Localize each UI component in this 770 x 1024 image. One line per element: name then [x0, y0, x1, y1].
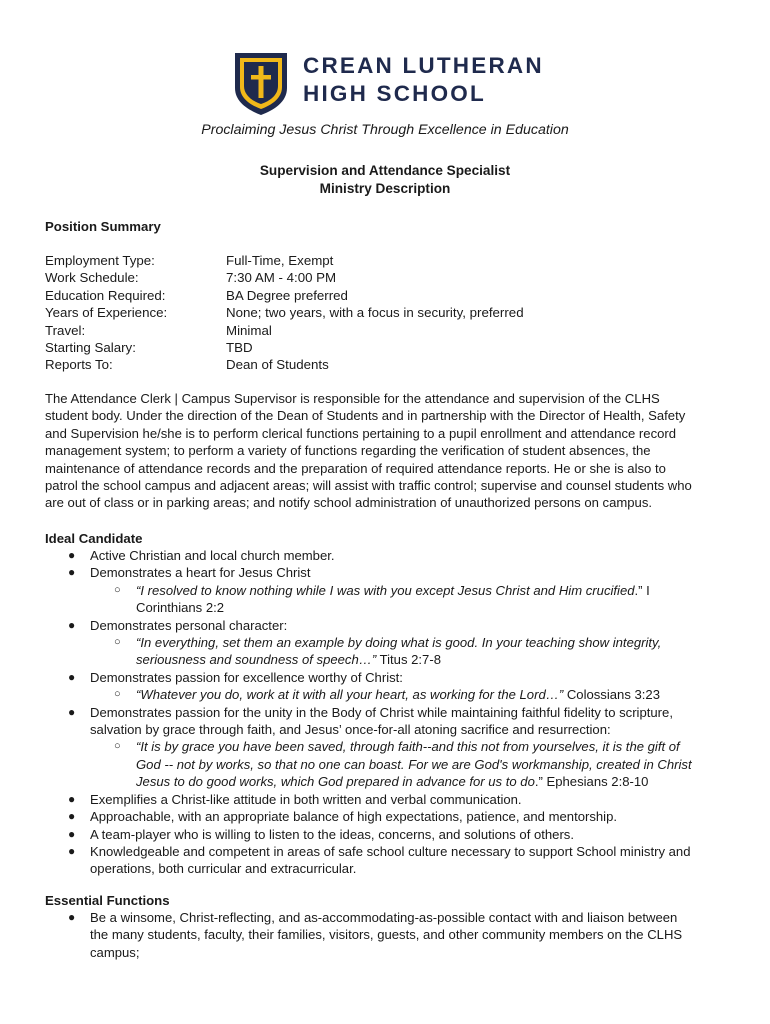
description-paragraph: [45, 390, 725, 512]
scripture-reference: Titus 2:7-8: [376, 652, 441, 668]
position-summary-heading: Position Summary: [45, 219, 161, 234]
sub-list-item: [45, 686, 735, 703]
list-item: [45, 843, 735, 878]
bullet: ●: [68, 791, 76, 806]
list-item-text: Demonstrates a heart for Jesus Christ: [90, 565, 311, 581]
circle-bullet: ○: [114, 583, 121, 596]
essential-functions-heading: Essential Functions: [45, 893, 170, 908]
scripture-quote: “It is by grace you have been saved, through faith--and this not from yourselves, it is the gift of: [136, 739, 680, 755]
list-item-text: Active Christian and local church member.: [90, 548, 335, 563]
summary-row: [45, 304, 524, 321]
document-title: Supervision and Attendance Specialist: [259, 163, 511, 178]
summary-value: TBD: [226, 339, 253, 355]
list-item: [45, 791, 735, 808]
list-item-text: A team-player who is willing to listen to the ideas, concerns, and solutions of others.: [90, 826, 574, 842]
bullet: ●: [68, 910, 76, 924]
summary-row: [45, 356, 524, 373]
list-item-text: the many students, faculty, their families, visitors, guests, and other community members on the CLHS: [90, 927, 683, 943]
list-item: [45, 564, 735, 581]
summary-row: [45, 322, 524, 339]
list-item-text: campus;: [90, 944, 140, 960]
school-name-line1: CREAN LUTHERAN: [303, 53, 544, 78]
paragraph-line: The Attendance Clerk | Campus Supervisor is responsible for the attendance and supervision of the CLHS: [45, 391, 660, 406]
scripture-quote: “In everything, set them an example by doing what is good. In your teaching show integrity,: [136, 635, 662, 651]
paragraph-line: management system; to perform a variety of functions regarding the verification of student absences, the: [45, 443, 651, 459]
summary-label: Starting Salary:: [45, 339, 136, 355]
bullet: ●: [68, 548, 76, 562]
bullet: ●: [68, 843, 76, 858]
summary-label: Education Required:: [45, 287, 166, 303]
ideal-candidate-list: [45, 547, 735, 878]
list-item-text: Knowledgeable and competent in areas of safe school culture necessary to support School ministry and: [90, 843, 691, 859]
summary-row: [45, 269, 524, 286]
scripture-reference: Corinthians 2:2: [136, 600, 225, 616]
circle-bullet: ○: [114, 740, 121, 753]
paragraph-line: and Supervision he/she is to perform clerical functions pertaining to a pupil enrollment and attendance record: [45, 425, 677, 441]
scripture-quote: “Whatever you do, work at it with all your heart, as working for the Lord…”: [136, 687, 564, 703]
scripture-quote: God -- not by works, so that no one can boast. For we are God's workmanship, created in Christ: [136, 756, 692, 772]
summary-value: None; two years, with a focus in security, preferred: [226, 305, 524, 321]
list-item: [45, 704, 735, 739]
bullet: ●: [68, 669, 76, 684]
shield-cross-icon: [234, 52, 288, 116]
scripture-reference: .” I: [634, 582, 650, 598]
list-item: [45, 547, 735, 564]
sub-list-item: [45, 582, 735, 617]
list-item-text: Approachable, with an appropriate balance of high expectations, patience, and mentorship.: [90, 809, 618, 825]
list-item: [45, 617, 735, 634]
tagline: Proclaiming Jesus Christ Through Excellence in Education: [201, 122, 569, 138]
school-logo: [234, 52, 544, 118]
essential-functions-list: [45, 909, 735, 961]
list-item-text: operations, both curricular and extracurricular.: [90, 861, 357, 877]
bullet: ●: [68, 704, 76, 719]
school-name: [303, 52, 544, 108]
summary-value: BA Degree preferred: [226, 287, 348, 303]
document-subtitle: Ministry Description: [319, 181, 451, 196]
summary-value: Minimal: [226, 322, 272, 338]
list-item-text: Demonstrates passion for excellence worthy of Christ:: [90, 669, 403, 685]
bullet: ●: [68, 809, 76, 824]
list-item: [45, 669, 735, 686]
list-item: [45, 909, 735, 961]
bullet: ●: [68, 565, 76, 580]
list-item-text: salvation by grace through faith, and Jesus’ once-for-all atoning sacrifice and resurrection:: [90, 722, 611, 738]
scripture-reference: Colossians 3:23: [563, 687, 660, 703]
summary-label: Reports To:: [45, 357, 113, 373]
summary-label: Employment Type:: [45, 253, 155, 268]
paragraph-line: are out of class or in parking areas; and notify school administration of unauthorized persons on campus.: [45, 495, 653, 511]
paragraph-line: maintenance of attendance records and the preparation of required attendance reports. He or she is also to: [45, 460, 666, 476]
list-item-text: Be a winsome, Christ-reflecting, and as-accommodating-as-possible contact with and liaison between: [90, 910, 678, 925]
list-item-text: Demonstrates personal character:: [90, 617, 288, 633]
list-item: [45, 826, 735, 843]
scripture-reference: .” Ephesians 2:8-10: [534, 774, 649, 790]
summary-value: Dean of Students: [226, 357, 329, 373]
circle-bullet: ○: [114, 636, 121, 649]
summary-value: 7:30 AM - 4:00 PM: [226, 270, 337, 286]
paragraph-line: patrol the school campus and adjacent areas; will assist with traffic control; supervise and counsel students who: [45, 478, 692, 494]
bullet: ●: [68, 617, 76, 632]
list-item-text: Demonstrates passion for the unity in the Body of Christ while maintaining faithful fidelity to scripture,: [90, 704, 673, 720]
sub-list-item: [45, 738, 735, 790]
summary-label: Years of Experience:: [45, 305, 168, 321]
list-item: [45, 808, 735, 825]
summary-label: Travel:: [45, 322, 86, 338]
summary-row: [45, 252, 524, 269]
scripture-quote: “I resolved to know nothing while I was with you except Jesus Christ and Him crucified: [136, 582, 635, 598]
summary-row: [45, 339, 524, 356]
scripture-quote: seriousness and soundness of speech…”: [136, 652, 377, 668]
summary-row: [45, 287, 524, 304]
summary-label: Work Schedule:: [45, 270, 139, 286]
paragraph-line: student body. Under the direction of the Dean of Students and in partnership with the Director of Health, Safety: [45, 408, 686, 424]
ideal-candidate-heading: Ideal Candidate: [45, 531, 143, 546]
list-item-text: Exemplifies a Christ-like attitude in both written and verbal communication.: [90, 791, 522, 807]
scripture-quote: Jesus to do good works, which God prepared in advance for us to do: [136, 774, 535, 790]
position-summary-table: [45, 252, 524, 374]
summary-value: Full-Time, Exempt: [226, 253, 334, 268]
school-name-line2: HIGH SCHOOL: [303, 81, 486, 106]
bullet: ●: [68, 826, 76, 841]
sub-list-item: [45, 634, 735, 669]
circle-bullet: ○: [114, 688, 121, 701]
